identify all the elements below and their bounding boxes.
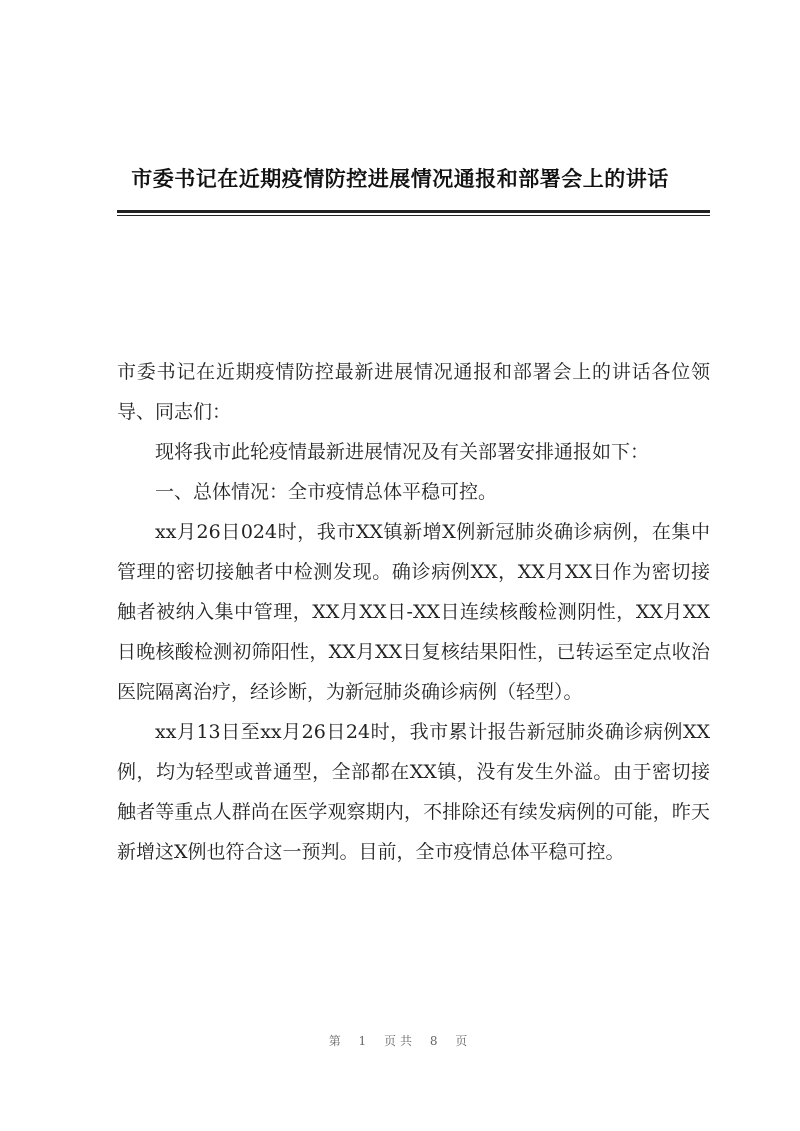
title-divider-thick	[117, 210, 710, 213]
page-footer: 第 1 页共 8 页	[328, 1034, 472, 1048]
document-title: 市委书记在近期疫情防控进展情况通报和部署会上的讲话	[131, 166, 669, 191]
paragraph-case-detail: xx月26日024时，我市XX镇新增X例新冠肺炎确诊病例，在集中管理的密切接触者中检测发现。确诊病例XX，XX月XX日作为密切接触者被纳入集中管理，XX月XX日-XX日连续核酸检测阴性，XX月XX日晚核酸检测初筛阳性，XX月XX日复核结果阳性，已转运至定点收治医院隔离治疗，经诊断，为新冠肺炎确诊病例（轻型）。	[117, 521, 710, 703]
document-body	[117, 352, 710, 872]
title-divider-thin	[117, 215, 710, 216]
paragraph-heading-greeting: 市委书记在近期疫情防控最新进展情况通报和部署会上的讲话各位领导、同志们：	[117, 361, 710, 423]
paragraph-cumulative-report: xx月13日至xx月26日24时，我市累计报告新冠肺炎确诊病例XX例，均为轻型或普通型，全部都在XX镇，没有发生外溢。由于密切接触者等重点人群尚在医学观察期内，不排除还有续发病例的可能，昨天新增这X例也符合这一预判。目前，全市疫情总体平稳可控。	[117, 721, 710, 863]
paragraph-intro: 现将我市此轮疫情最新进展情况及有关部署安排通报如下：	[155, 441, 650, 463]
paragraph-section-heading: 一、总体情况：全市疫情总体平稳可控。	[155, 481, 498, 503]
